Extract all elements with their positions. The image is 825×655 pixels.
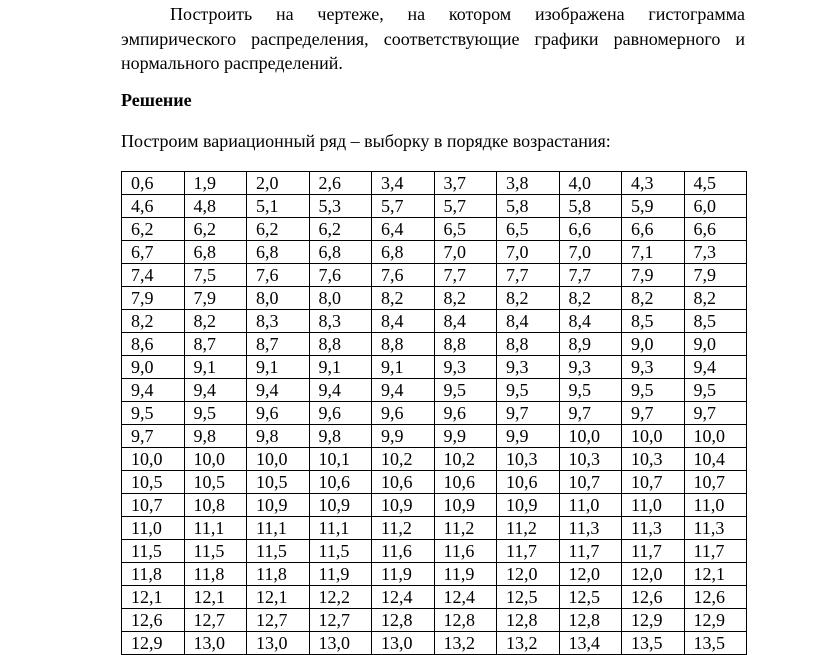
table-row — [122, 471, 747, 494]
table-cell: 10,0 — [684, 425, 747, 448]
table-cell: 8,2 — [184, 310, 247, 333]
table-cell: 7,6 — [247, 264, 310, 287]
table-cell: 12,8 — [372, 609, 435, 632]
table-cell: 12,1 — [684, 563, 747, 586]
table-cell: 6,0 — [684, 195, 747, 218]
table-cell: 9,5 — [434, 379, 497, 402]
table-cell: 11,9 — [372, 563, 435, 586]
table-cell: 10,9 — [497, 494, 560, 517]
table-cell: 13,0 — [372, 632, 435, 655]
table-cell: 8,0 — [309, 287, 372, 310]
table-cell: 11,6 — [434, 540, 497, 563]
table-cell: 12,9 — [684, 609, 747, 632]
table-row — [122, 218, 747, 241]
table-cell: 6,8 — [309, 241, 372, 264]
table-cell: 3,7 — [434, 172, 497, 195]
table-cell: 4,0 — [559, 172, 622, 195]
section-heading: Решение — [121, 90, 192, 110]
table-cell: 8,2 — [434, 287, 497, 310]
table-row — [122, 494, 747, 517]
table-cell: 7,9 — [184, 287, 247, 310]
table-cell: 12,1 — [184, 586, 247, 609]
table-cell: 2,0 — [247, 172, 310, 195]
table-row — [122, 172, 747, 195]
table-cell: 9,1 — [184, 356, 247, 379]
table-cell: 10,6 — [372, 471, 435, 494]
table-cell: 10,3 — [559, 448, 622, 471]
table-cell: 9,4 — [184, 379, 247, 402]
table-cell: 7,0 — [497, 241, 560, 264]
table-cell: 8,5 — [622, 310, 685, 333]
table-cell: 11,8 — [247, 563, 310, 586]
table-cell: 9,9 — [434, 425, 497, 448]
variation-series-body — [122, 172, 747, 655]
table-cell: 8,4 — [372, 310, 435, 333]
table-cell: 10,6 — [497, 471, 560, 494]
variation-series-table — [121, 171, 747, 655]
table-cell: 11,3 — [622, 517, 685, 540]
table-row — [122, 517, 747, 540]
table-cell: 11,2 — [372, 517, 435, 540]
table-cell: 7,9 — [684, 264, 747, 287]
table-cell: 9,5 — [497, 379, 560, 402]
table-cell: 10,2 — [434, 448, 497, 471]
table-cell: 9,4 — [372, 379, 435, 402]
table-cell: 11,0 — [622, 494, 685, 517]
table-cell: 1,9 — [184, 172, 247, 195]
table-row — [122, 586, 747, 609]
table-cell: 9,4 — [684, 356, 747, 379]
table-cell: 7,5 — [184, 264, 247, 287]
table-cell: 7,9 — [622, 264, 685, 287]
table-cell: 12,8 — [434, 609, 497, 632]
table-cell: 8,8 — [497, 333, 560, 356]
table-cell: 11,7 — [559, 540, 622, 563]
table-cell: 13,0 — [309, 632, 372, 655]
table-cell: 9,1 — [372, 356, 435, 379]
table-cell: 10,0 — [247, 448, 310, 471]
table-cell: 11,7 — [497, 540, 560, 563]
table-cell: 10,5 — [184, 471, 247, 494]
table-cell: 7,1 — [622, 241, 685, 264]
table-cell: 11,1 — [247, 517, 310, 540]
table-cell: 7,7 — [497, 264, 560, 287]
table-cell: 7,6 — [372, 264, 435, 287]
table-cell: 6,2 — [184, 218, 247, 241]
table-cell: 9,3 — [559, 356, 622, 379]
table-cell: 11,5 — [184, 540, 247, 563]
table-cell: 13,5 — [684, 632, 747, 655]
table-cell: 4,5 — [684, 172, 747, 195]
table-cell: 9,5 — [559, 379, 622, 402]
table-cell: 4,6 — [122, 195, 185, 218]
table-cell: 13,4 — [559, 632, 622, 655]
table-cell: 6,8 — [372, 241, 435, 264]
table-cell: 12,7 — [309, 609, 372, 632]
table-cell: 11,9 — [309, 563, 372, 586]
table-cell: 9,8 — [247, 425, 310, 448]
table-cell: 10,3 — [622, 448, 685, 471]
table-cell: 12,1 — [247, 586, 310, 609]
table-row — [122, 632, 747, 655]
table-cell: 6,8 — [247, 241, 310, 264]
table-cell: 5,7 — [434, 195, 497, 218]
table-cell: 8,3 — [309, 310, 372, 333]
table-cell: 6,7 — [122, 241, 185, 264]
table-cell: 6,2 — [309, 218, 372, 241]
table-cell: 12,4 — [372, 586, 435, 609]
table-cell: 8,4 — [434, 310, 497, 333]
table-cell: 12,9 — [122, 632, 185, 655]
table-cell: 8,8 — [309, 333, 372, 356]
table-cell: 8,2 — [622, 287, 685, 310]
table-cell: 9,7 — [684, 402, 747, 425]
table-row — [122, 333, 747, 356]
table-row — [122, 448, 747, 471]
table-cell: 12,8 — [497, 609, 560, 632]
table-cell: 8,9 — [559, 333, 622, 356]
table-row — [122, 609, 747, 632]
table-cell: 11,3 — [684, 517, 747, 540]
table-cell: 10,7 — [559, 471, 622, 494]
table-cell: 7,7 — [434, 264, 497, 287]
table-cell: 5,9 — [622, 195, 685, 218]
table-cell: 8,4 — [559, 310, 622, 333]
table-cell: 11,5 — [309, 540, 372, 563]
table-cell: 9,5 — [184, 402, 247, 425]
table-cell: 9,6 — [434, 402, 497, 425]
table-cell: 10,3 — [497, 448, 560, 471]
table-cell: 12,4 — [434, 586, 497, 609]
table-cell: 12,0 — [622, 563, 685, 586]
lead-paragraph: Построим вариационный ряд – выборку в порядке возрастания: — [121, 131, 611, 151]
table-cell: 12,7 — [247, 609, 310, 632]
table-row — [122, 264, 747, 287]
table-cell: 9,6 — [372, 402, 435, 425]
table-cell: 10,7 — [684, 471, 747, 494]
table-row — [122, 540, 747, 563]
table-cell: 10,7 — [122, 494, 185, 517]
table-cell: 11,1 — [309, 517, 372, 540]
table-cell: 4,8 — [184, 195, 247, 218]
table-cell: 10,9 — [434, 494, 497, 517]
table-cell: 10,0 — [122, 448, 185, 471]
table-cell: 7,6 — [309, 264, 372, 287]
table-cell: 2,6 — [309, 172, 372, 195]
table-cell: 6,2 — [122, 218, 185, 241]
table-cell: 9,6 — [309, 402, 372, 425]
table-cell: 12,0 — [497, 563, 560, 586]
table-cell: 11,3 — [559, 517, 622, 540]
table-cell: 10,5 — [122, 471, 185, 494]
table-cell: 7,3 — [684, 241, 747, 264]
table-cell: 7,4 — [122, 264, 185, 287]
table-cell: 13,2 — [497, 632, 560, 655]
table-cell: 0,6 — [122, 172, 185, 195]
table-cell: 11,7 — [684, 540, 747, 563]
table-cell: 9,1 — [309, 356, 372, 379]
table-cell: 10,9 — [247, 494, 310, 517]
table-cell: 9,5 — [684, 379, 747, 402]
table-cell: 9,3 — [497, 356, 560, 379]
table-cell: 9,9 — [372, 425, 435, 448]
table-cell: 7,0 — [559, 241, 622, 264]
table-cell: 9,3 — [434, 356, 497, 379]
table-cell: 11,0 — [684, 494, 747, 517]
table-cell: 12,0 — [559, 563, 622, 586]
table-cell: 11,2 — [434, 517, 497, 540]
table-cell: 10,4 — [684, 448, 747, 471]
table-cell: 6,5 — [434, 218, 497, 241]
table-cell: 9,7 — [497, 402, 560, 425]
table-cell: 9,8 — [184, 425, 247, 448]
table-cell: 11,6 — [372, 540, 435, 563]
table-cell: 3,8 — [497, 172, 560, 195]
table-cell: 10,5 — [247, 471, 310, 494]
table-cell: 10,0 — [622, 425, 685, 448]
table-cell: 6,6 — [559, 218, 622, 241]
table-cell: 8,2 — [559, 287, 622, 310]
table-cell: 13,0 — [184, 632, 247, 655]
table-row — [122, 310, 747, 333]
table-cell: 12,6 — [622, 586, 685, 609]
table-cell: 10,9 — [309, 494, 372, 517]
table-cell: 6,6 — [622, 218, 685, 241]
table-cell: 8,2 — [372, 287, 435, 310]
table-row — [122, 563, 747, 586]
table-cell: 9,4 — [309, 379, 372, 402]
table-cell: 9,3 — [622, 356, 685, 379]
table-cell: 12,2 — [309, 586, 372, 609]
table-cell: 11,8 — [184, 563, 247, 586]
table-cell: 12,1 — [122, 586, 185, 609]
table-cell: 11,9 — [434, 563, 497, 586]
table-cell: 6,8 — [184, 241, 247, 264]
table-cell: 5,1 — [247, 195, 310, 218]
table-cell: 5,7 — [372, 195, 435, 218]
table-cell: 11,0 — [122, 517, 185, 540]
table-cell: 10,2 — [372, 448, 435, 471]
table-cell: 8,2 — [497, 287, 560, 310]
table-cell: 8,7 — [184, 333, 247, 356]
table-cell: 4,3 — [622, 172, 685, 195]
table-cell: 7,9 — [122, 287, 185, 310]
table-cell: 8,2 — [122, 310, 185, 333]
table-cell: 9,1 — [247, 356, 310, 379]
table-cell: 12,6 — [122, 609, 185, 632]
table-cell: 11,5 — [247, 540, 310, 563]
table-cell: 11,2 — [497, 517, 560, 540]
table-cell: 9,9 — [497, 425, 560, 448]
table-cell: 8,3 — [247, 310, 310, 333]
table-cell: 6,6 — [684, 218, 747, 241]
table-cell: 9,8 — [309, 425, 372, 448]
table-cell: 9,6 — [247, 402, 310, 425]
table-cell: 10,9 — [372, 494, 435, 517]
table-cell: 5,8 — [497, 195, 560, 218]
table-cell: 9,0 — [122, 356, 185, 379]
table-cell: 8,8 — [434, 333, 497, 356]
table-cell: 9,5 — [122, 402, 185, 425]
table-cell: 10,7 — [622, 471, 685, 494]
table-cell: 12,7 — [184, 609, 247, 632]
table-cell: 9,7 — [622, 402, 685, 425]
table-cell: 11,5 — [122, 540, 185, 563]
table-row — [122, 195, 747, 218]
table-cell: 11,0 — [559, 494, 622, 517]
table-cell: 9,7 — [122, 425, 185, 448]
table-cell: 11,8 — [122, 563, 185, 586]
intro-paragraph: Построить на чертеже, на котором изображена гистограмма эмпирического распределения, соответствующие графики равномерного и нормального распределений. — [121, 4, 745, 73]
table-cell: 10,0 — [184, 448, 247, 471]
table-row — [122, 287, 747, 310]
table-cell: 12,6 — [684, 586, 747, 609]
table-cell: 13,0 — [247, 632, 310, 655]
table-cell: 8,7 — [247, 333, 310, 356]
table-row — [122, 402, 747, 425]
table-cell: 13,5 — [622, 632, 685, 655]
table-cell: 10,6 — [434, 471, 497, 494]
table-cell: 8,6 — [122, 333, 185, 356]
table-row — [122, 356, 747, 379]
table-cell: 9,4 — [247, 379, 310, 402]
table-cell: 9,4 — [122, 379, 185, 402]
table-cell: 12,5 — [559, 586, 622, 609]
table-cell: 8,0 — [247, 287, 310, 310]
table-row — [122, 379, 747, 402]
table-cell: 11,7 — [622, 540, 685, 563]
table-cell: 9,5 — [622, 379, 685, 402]
table-cell: 9,7 — [559, 402, 622, 425]
table-cell: 6,4 — [372, 218, 435, 241]
table-cell: 8,2 — [684, 287, 747, 310]
table-cell: 10,8 — [184, 494, 247, 517]
table-cell: 10,0 — [559, 425, 622, 448]
table-cell: 8,5 — [684, 310, 747, 333]
table-row — [122, 425, 747, 448]
table-cell: 3,4 — [372, 172, 435, 195]
table-cell: 10,1 — [309, 448, 372, 471]
table-cell: 12,9 — [622, 609, 685, 632]
table-cell: 9,0 — [622, 333, 685, 356]
table-cell: 6,2 — [247, 218, 310, 241]
table-cell: 6,5 — [497, 218, 560, 241]
table-cell: 7,0 — [434, 241, 497, 264]
table-cell: 8,4 — [497, 310, 560, 333]
table-cell: 5,3 — [309, 195, 372, 218]
table-cell: 12,8 — [559, 609, 622, 632]
table-cell: 9,0 — [684, 333, 747, 356]
table-cell: 10,6 — [309, 471, 372, 494]
table-cell: 7,7 — [559, 264, 622, 287]
table-cell: 12,5 — [497, 586, 560, 609]
table-cell: 8,8 — [372, 333, 435, 356]
table-cell: 11,1 — [184, 517, 247, 540]
table-cell: 5,8 — [559, 195, 622, 218]
table-cell: 13,2 — [434, 632, 497, 655]
table-row — [122, 241, 747, 264]
